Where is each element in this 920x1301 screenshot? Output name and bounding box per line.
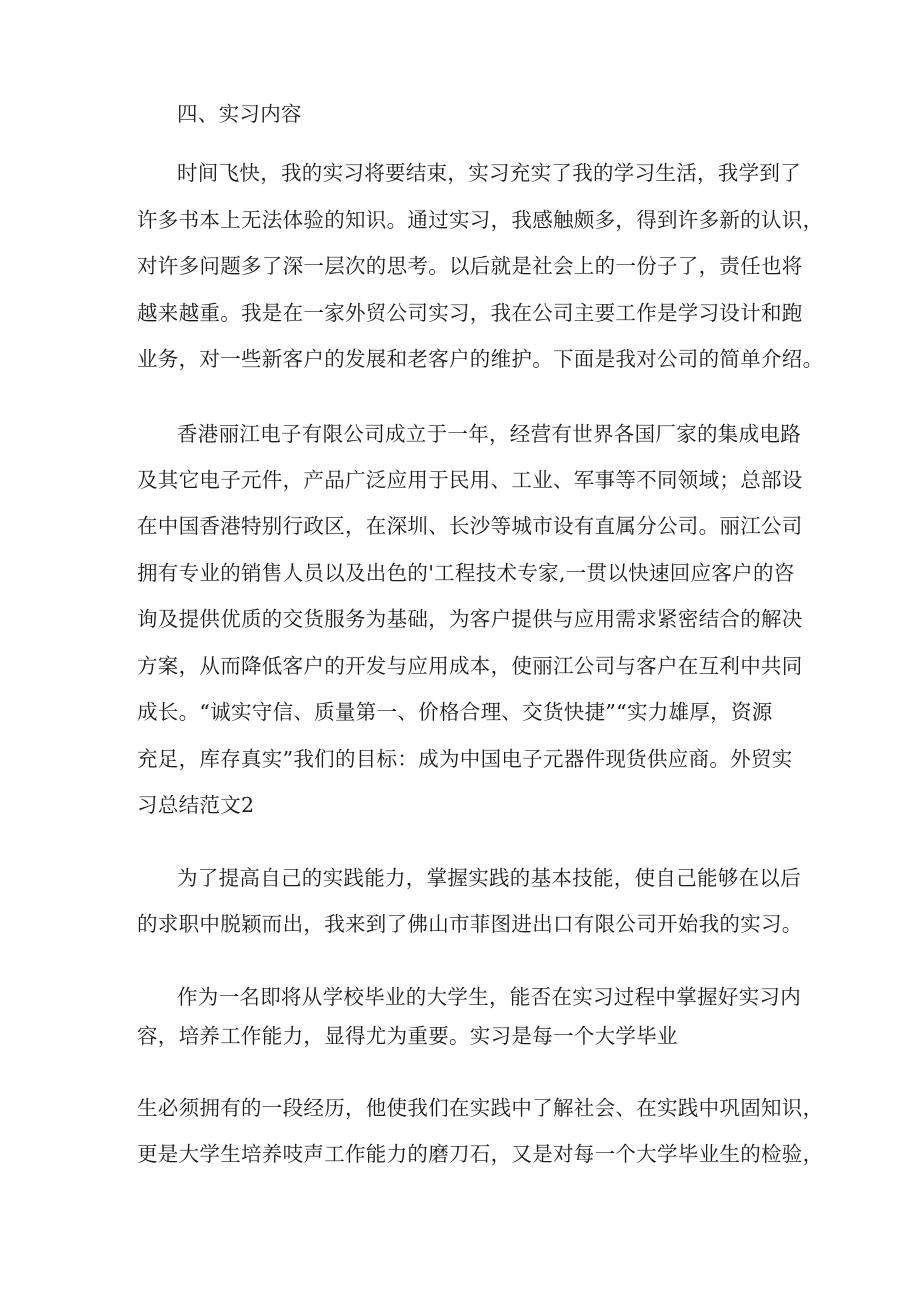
paragraph-1-line-5: 业务，对一些新客户的发展和老客户的维护。下面是我对公司的简单介绍。 [137, 347, 824, 371]
paragraph-2-line-5: 询及提供优质的交货服务为基础，为客户提供与应用需求紧密结合的解决 [137, 607, 803, 631]
paragraph-1-line-2: 许多书本上无法体验的知识。通过实习，我感触颇多，得到许多新的认识， [137, 208, 824, 232]
paragraph-2-line-7: 成长。“诚实守信、质量第一、价格合理、交货快捷”“实力雄厚，资源 [137, 700, 773, 724]
paragraph-1-line-1: 时间飞快，我的实习将要结束，实习充实了我的学习生活，我学到了 [177, 161, 801, 185]
paragraph-5-line-1: 生必须拥有的一段经历，他使我们在实践中了解社会、在实践中巩固知识， [137, 1096, 824, 1120]
paragraph-3-line-2: 的求职中脱颖而出，我来到了佛山市菲图进出口有限公司开始我的实习。 [137, 912, 803, 936]
paragraph-2-line-6: 方案，从而降低客户的开发与应用成本，使丽江公司与客户在互利中共同 [137, 654, 803, 678]
paragraph-2-line-9: 习总结范文2 [137, 793, 255, 817]
paragraph-4-line-1: 作为一名即将从学校毕业的大学生，能否在实习过程中掌握好实习内 [177, 985, 801, 1009]
paragraph-4-line-2: 容，培养工作能力，显得尤为重要。实习是每一个大学毕业 [137, 1024, 678, 1048]
paragraph-2-line-8: 充足，库存真实”我们的目标：成为中国电子元器件现货供应商。外贸实 [137, 747, 793, 771]
paragraph-2-line-3: 在中国香港特别行政区，在深圳、长沙等城市设有直属分公司。丽江公司 [137, 514, 803, 538]
paragraph-1-line-3: 对许多问题多了深一层次的思考。以后就是社会上的一份子了，责任也将 [137, 254, 803, 278]
paragraph-5-line-2: 更是大学生培养吱声工作能力的磨刀石，又是对每一个大学毕业生的检验， [137, 1142, 824, 1166]
paragraph-3-line-1: 为了提高自己的实践能力，掌握实践的基本技能，使自己能够在以后 [177, 866, 801, 890]
paragraph-2-line-1: 香港丽江电子有限公司成立于一年，经营有世界各国厂家的集成电路 [177, 422, 801, 446]
paragraph-1-line-4: 越来越重。我是在一家外贸公司实习，我在公司主要工作是学习设计和跑 [137, 301, 803, 325]
section-heading: 四、实习内容 [177, 102, 302, 126]
paragraph-2-line-2: 及其它电子元件，产品广泛应用于民用、工业、军事等不同领域；总部设 [137, 468, 803, 492]
paragraph-2-line-4: 拥有专业的销售人员以及出色的'工程技术专家,一贯以快速回应客户的咨 [137, 561, 795, 585]
